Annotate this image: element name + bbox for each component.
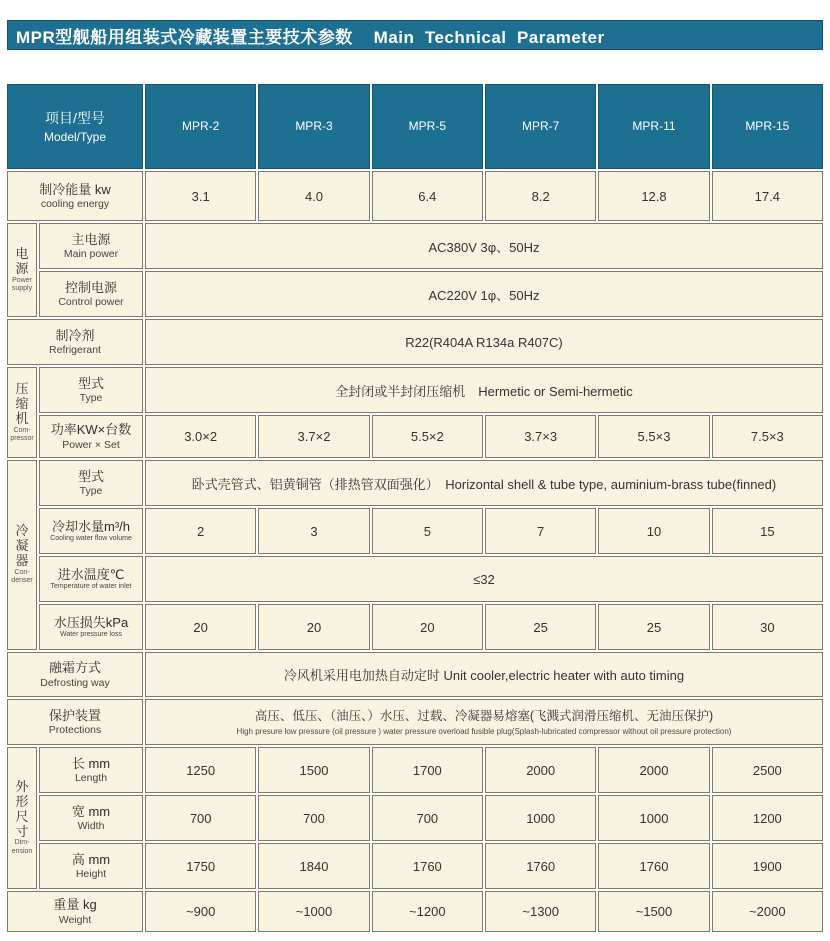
value-cell: 700 [258, 795, 369, 841]
value-cell: ~1300 [485, 891, 596, 932]
value-cell: 25 [598, 604, 709, 650]
row-label-en: Type [79, 485, 103, 498]
value-cell: 5.5×3 [598, 415, 709, 458]
merged-value: AC220V 1φ、50Hz [145, 271, 823, 317]
row-label-en: Main power [63, 248, 119, 261]
model-name: MPR-11 [632, 119, 676, 134]
value-cell: 1500 [258, 747, 369, 793]
row-label-zh: 宽 mm [71, 803, 111, 819]
row-label-zh: 融霜方式 [48, 660, 101, 676]
value-cell: 3.7×3 [485, 415, 596, 458]
row-label-zh: 重量 kg [53, 897, 97, 913]
parameters-table [7, 84, 823, 932]
value-cell: 1000 [598, 795, 709, 841]
value-cell: 1900 [712, 843, 823, 889]
value-cell: 15 [712, 508, 823, 554]
group-label-zh-char: 凝 [15, 538, 29, 554]
group-label-en: Power [12, 276, 32, 284]
value-cell: 700 [145, 795, 256, 841]
row-label-zh: 水压损失kPa [53, 614, 129, 630]
row-label-en: Refrigerant [49, 344, 101, 357]
value-cell: ~2000 [712, 891, 823, 932]
value-cell: 1760 [598, 843, 709, 889]
merged-value-zh: 高压、低压、（油压、）水压、过载、冷凝器易熔塞(飞溅式润滑压缩机、无油压保护) [254, 709, 714, 724]
group-label-zh-char: 寸 [15, 823, 29, 839]
model-name: MPR-3 [295, 119, 333, 134]
merged-value: R22(R404A R134a R407C) [145, 319, 823, 365]
row-label-zh: 制冷剂 [55, 327, 95, 343]
value-cell: 3 [258, 508, 369, 554]
merged-value: 全封闭或半封闭压缩机 Hermetic or Semi-hermetic [145, 367, 823, 413]
model-name: MPR-2 [181, 119, 220, 134]
row-label [39, 843, 143, 889]
row-label [39, 271, 143, 317]
value-cell: 5 [372, 508, 483, 554]
row-label [7, 699, 143, 745]
model-name: MPR-5 [408, 119, 446, 134]
merged-value: ≤32 [145, 556, 823, 602]
group-label-zh-char: 源 [15, 260, 29, 276]
group-label-zh-char: 机 [15, 410, 29, 426]
value-cell: 1840 [258, 843, 369, 889]
group-label [7, 367, 37, 458]
model-header-cell [485, 84, 596, 169]
model-header-cell [598, 84, 709, 169]
value-cell: 1250 [145, 747, 256, 793]
group-label-en: ension [11, 847, 33, 855]
row-label-en: Cooling water flow volume [50, 535, 132, 543]
row-label-en: Height [75, 868, 107, 881]
value-cell: 8.2 [485, 171, 596, 221]
model-name: MPR-7 [521, 119, 560, 134]
value-cell: 3.0×2 [145, 415, 256, 458]
model-header-cell [258, 84, 369, 169]
value-cell: 25 [485, 604, 596, 650]
row-label-zh: 保护装置 [48, 707, 101, 723]
row-label-en: Control power [58, 296, 124, 309]
row-label-en: Protections [48, 724, 102, 737]
row-label-zh: 制冷能量 kw [39, 181, 111, 197]
row-label-zh: 控制电源 [64, 279, 117, 295]
row-label-en: Power × Set [62, 438, 120, 451]
value-cell: 7.5×3 [712, 415, 823, 458]
group-label-zh-char: 压 [15, 380, 29, 396]
row-label-en: Defrosting way [40, 676, 110, 689]
value-cell: 17.4 [712, 171, 823, 221]
value-cell: 2000 [485, 747, 596, 793]
value-cell: 7 [485, 508, 596, 554]
group-label [7, 747, 37, 889]
group-label-zh-char: 形 [15, 793, 29, 809]
header-model-type-cell [7, 84, 143, 169]
row-label-zh: 长 mm [71, 755, 111, 771]
group-label-zh-char: 尺 [15, 808, 29, 824]
group-label-en: Dim- [14, 839, 30, 847]
row-label-en: Temperature of water inlet [50, 583, 132, 591]
value-cell: 1000 [485, 795, 596, 841]
value-cell: 20 [372, 604, 483, 650]
model-header-cell [712, 84, 823, 169]
group-label-en: denser [11, 577, 33, 585]
value-cell: 1200 [712, 795, 823, 841]
model-name: MPR-15 [745, 119, 790, 134]
row-label [39, 223, 143, 269]
value-cell: 1700 [372, 747, 483, 793]
row-label [39, 795, 143, 841]
merged-value [145, 699, 823, 745]
group-label [7, 460, 37, 650]
row-label [39, 556, 143, 602]
value-cell: 3.1 [145, 171, 256, 221]
value-cell: ~1500 [598, 891, 709, 932]
value-cell: 5.5×2 [372, 415, 483, 458]
value-cell: 20 [145, 604, 256, 650]
model-header-cell [372, 84, 483, 169]
value-cell: 2500 [712, 747, 823, 793]
value-cell: ~1200 [372, 891, 483, 932]
value-cell: 2 [145, 508, 256, 554]
row-label-en: cooling energy [40, 198, 110, 211]
value-cell: 4.0 [258, 171, 369, 221]
row-label-zh: 主电源 [71, 231, 111, 247]
row-label [39, 747, 143, 793]
header-label-zh: 项目/型号 [45, 109, 105, 126]
model-header-cell [145, 84, 256, 169]
merged-value: AC380V 3φ、50Hz [145, 223, 823, 269]
row-label-zh: 型式 [77, 375, 104, 391]
value-cell: 2000 [598, 747, 709, 793]
value-cell: 10 [598, 508, 709, 554]
row-label [39, 415, 143, 458]
row-label-zh: 冷却水量m³/h [51, 518, 130, 534]
value-cell: 12.8 [598, 171, 709, 221]
merged-value-en: High presure low pressure (oil pressure ) water pressure overload fusible plug(Splash-lubricated compressor without oil pressure protection) [236, 726, 732, 736]
group-label-zh-char: 冷 [15, 523, 29, 539]
value-cell: 1760 [485, 843, 596, 889]
value-cell: 1760 [372, 843, 483, 889]
group-label-en: Com- [13, 426, 31, 434]
header-label-en: Model/Type [43, 129, 107, 144]
row-label-en: Width [77, 820, 105, 833]
row-label-en: Length [74, 772, 108, 785]
group-label-zh-char: 外 [15, 778, 29, 794]
group-label-zh-char: 电 [15, 245, 29, 261]
row-label-zh: 功率KW×台数 [50, 422, 132, 438]
row-label [7, 891, 143, 932]
merged-value: 冷风机采用电加热自动定时 Unit cooler,electric heater with auto timing [145, 652, 823, 697]
group-label-en: supply [11, 284, 33, 292]
row-label [7, 652, 143, 697]
row-label-en: Weight [58, 913, 92, 926]
page-title: MPR型舰船用组装式冷藏装置主要技术参数 Main Technical Parameter [7, 20, 823, 50]
value-cell: 1750 [145, 843, 256, 889]
row-label-zh: 进水温度℃ [57, 566, 125, 582]
group-label-zh-char: 器 [15, 553, 29, 569]
row-label [39, 604, 143, 650]
group-label-en: Con- [14, 569, 30, 577]
value-cell: ~1000 [258, 891, 369, 932]
row-label [7, 319, 143, 365]
row-label [39, 508, 143, 554]
value-cell: ~900 [145, 891, 256, 932]
row-label-en: Type [79, 392, 103, 405]
merged-value: 卧式壳管式、铝黄铜管（排热管双面强化） Horizontal shell & tube type, auminium-brass tube(finned) [145, 460, 823, 506]
row-label [39, 460, 143, 506]
value-cell: 30 [712, 604, 823, 650]
value-cell: 700 [372, 795, 483, 841]
value-cell: 3.7×2 [258, 415, 369, 458]
value-cell: 20 [258, 604, 369, 650]
row-label-en: Water pressure loss [60, 631, 122, 639]
row-label [7, 171, 143, 221]
group-label [7, 223, 37, 317]
group-label-en: pressor [10, 434, 34, 442]
row-label [39, 367, 143, 413]
group-label-zh-char: 缩 [15, 395, 29, 411]
row-label-zh: 高 mm [71, 851, 111, 867]
row-label-zh: 型式 [77, 468, 104, 484]
value-cell: 6.4 [372, 171, 483, 221]
